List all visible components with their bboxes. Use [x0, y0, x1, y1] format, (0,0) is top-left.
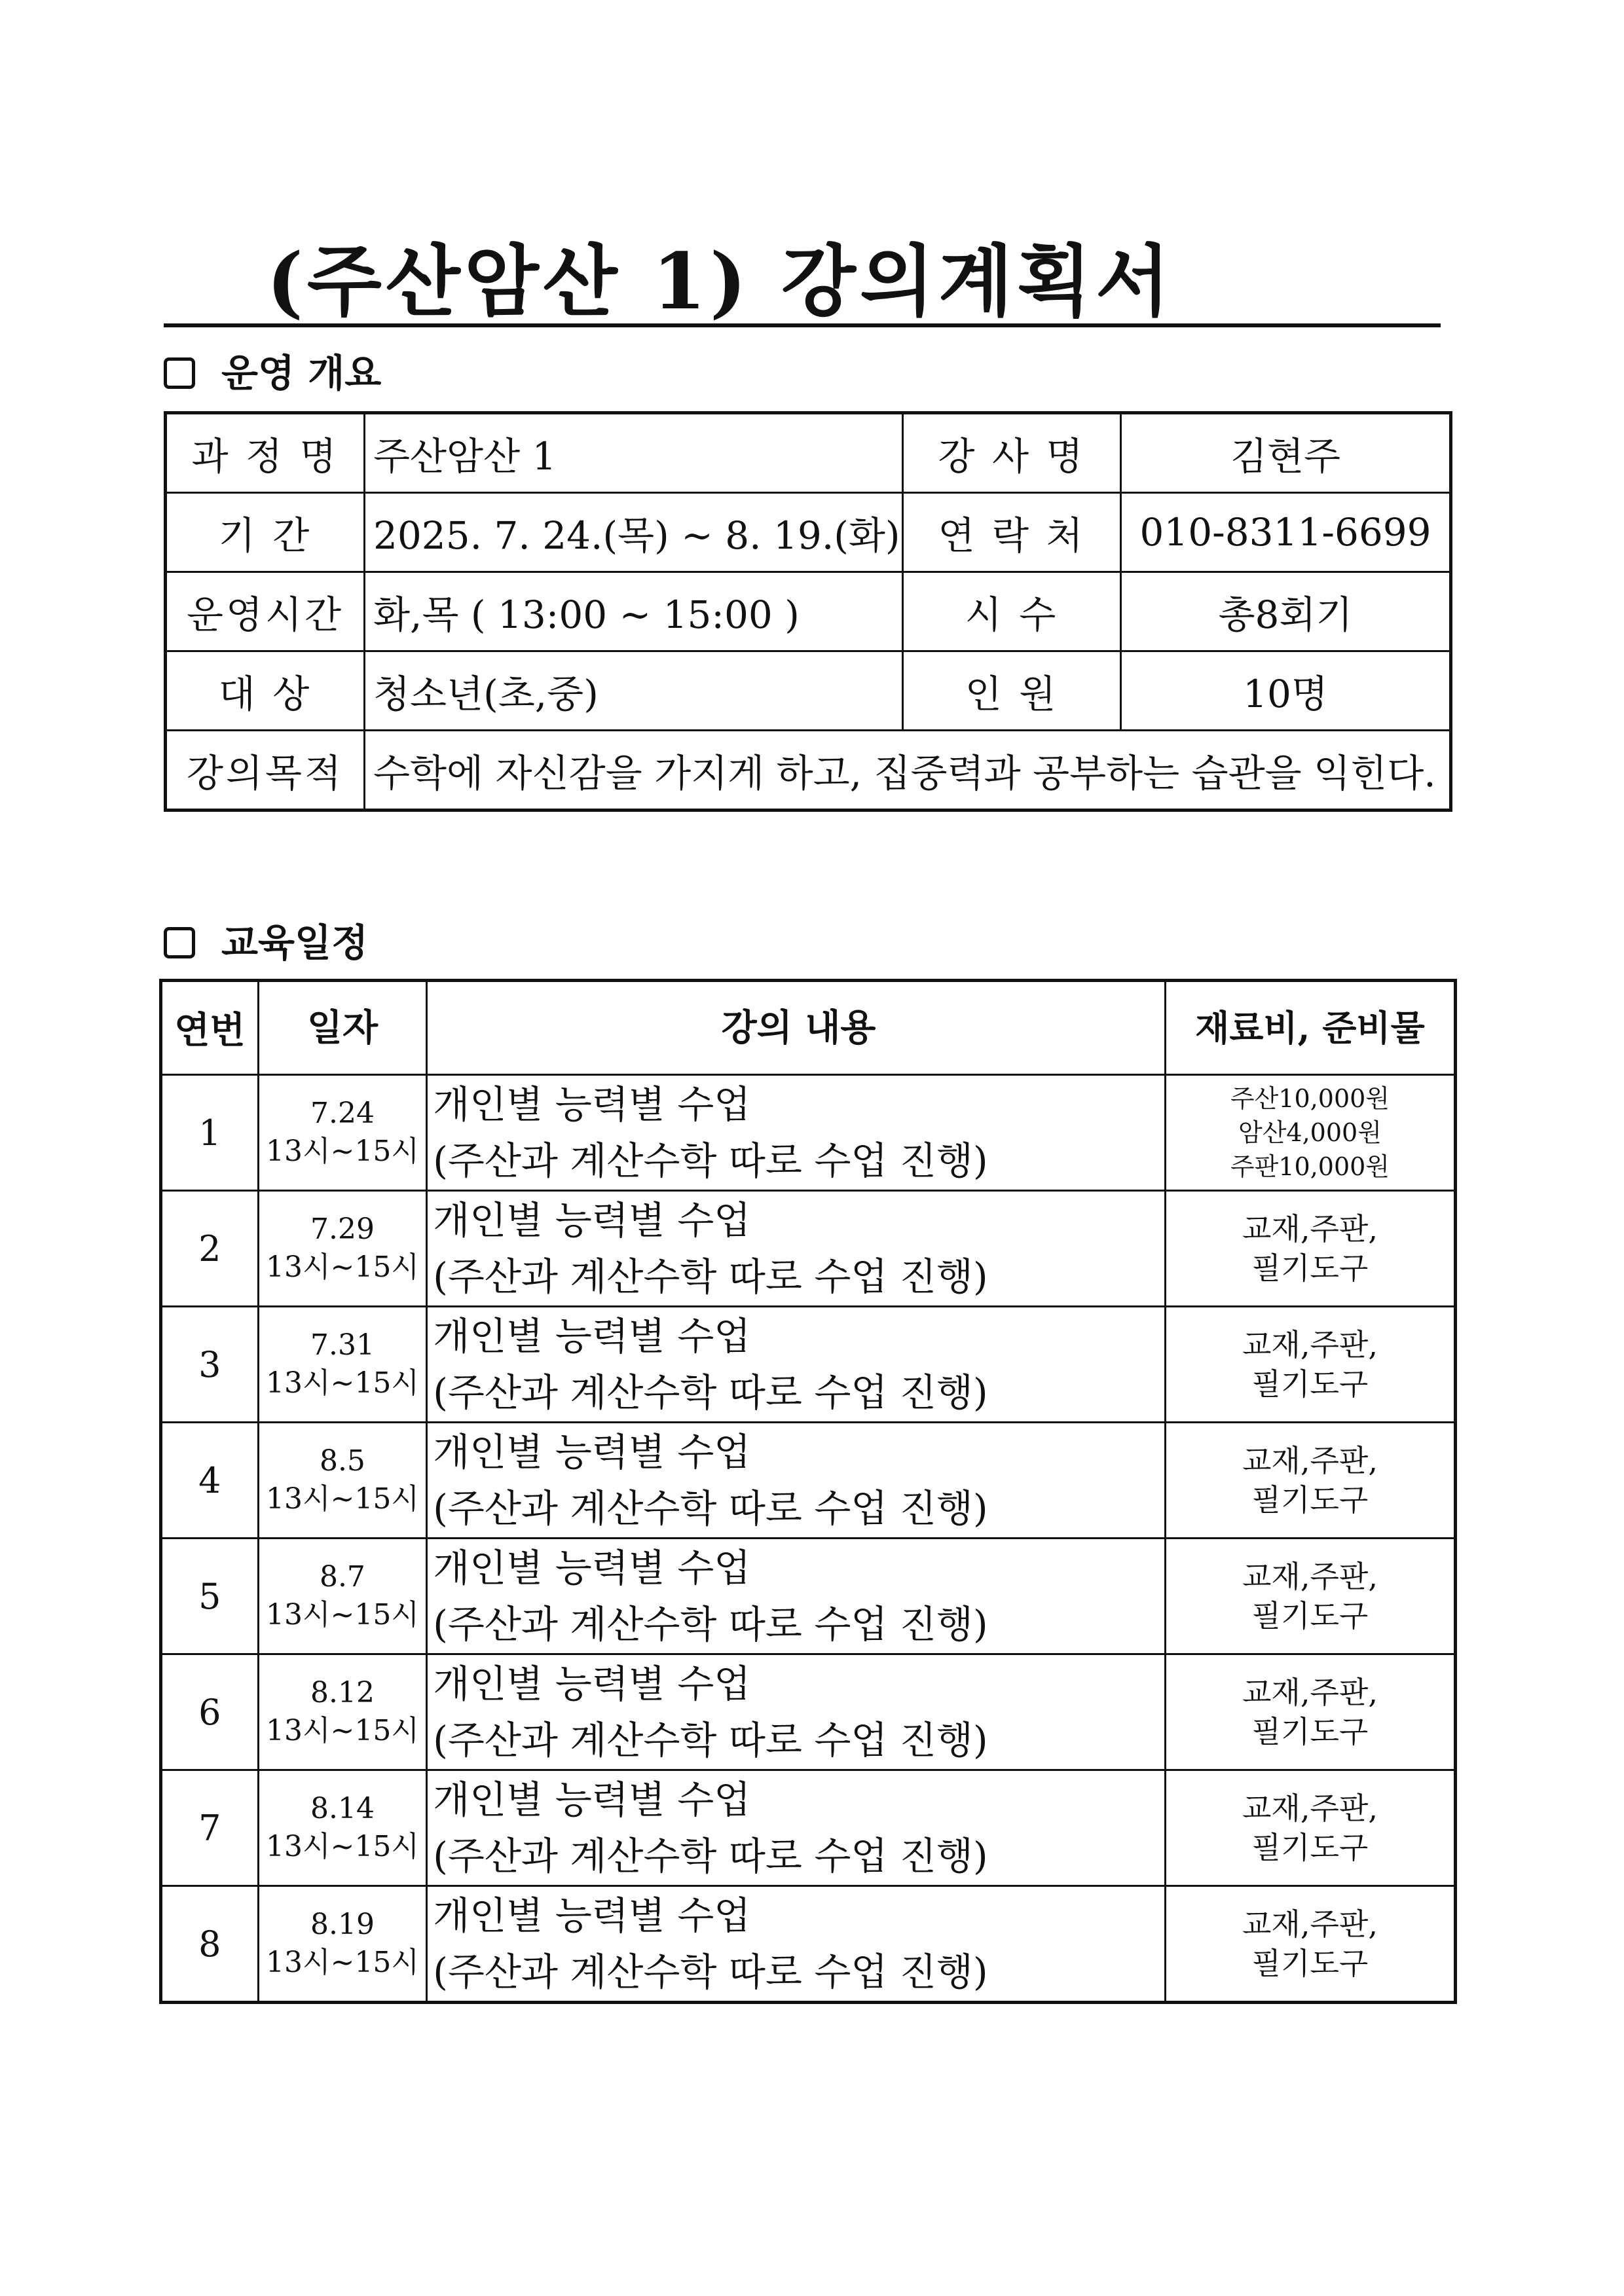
period-value: 2025. 7. 24.(목) ~ 8. 19.(화): [365, 493, 903, 572]
content-line2: (주산과 계산수학 따로 수업 진행): [433, 1370, 988, 1415]
time-value: 13시~15시: [266, 1135, 419, 1168]
purpose-label: 강의목적: [166, 731, 365, 811]
row-number: 4: [161, 1423, 259, 1539]
row-content: [427, 1075, 1166, 1191]
instructor-value: 김현주: [1121, 413, 1451, 493]
course-value: 주산암산 1: [365, 413, 903, 493]
table-row: [161, 1886, 1456, 2003]
time-value: 13시~15시: [266, 1482, 419, 1516]
materials-line2: 필기도구: [1251, 1366, 1369, 1402]
materials-line2: 필기도구: [1251, 1830, 1369, 1865]
row-materials: [1165, 1886, 1455, 2003]
course-label: 과 정 명: [166, 413, 365, 493]
time-value: 13시~15시: [266, 1946, 419, 1979]
column-header-no: 연번: [161, 981, 259, 1075]
table-row: [166, 413, 1451, 493]
people-value: 10명: [1121, 651, 1451, 731]
content-line2: (주산과 계산수학 따로 수업 진행): [433, 1718, 988, 1762]
date-value: 8.14: [310, 1792, 375, 1825]
row-date: [258, 1770, 427, 1886]
row-materials: [1165, 1423, 1455, 1539]
materials-line1: 교재,주판,: [1242, 1906, 1378, 1942]
contact-value: 010-8311-6699: [1121, 493, 1451, 572]
section-heading-schedule: [164, 917, 368, 969]
hours-label: 운영시간: [166, 572, 365, 651]
materials-line1: 주산10,000원: [1230, 1084, 1390, 1113]
materials-line2: 필기도구: [1251, 1482, 1369, 1518]
table-row: [161, 1423, 1456, 1539]
table-row: [161, 1539, 1456, 1654]
date-value: 8.7: [319, 1560, 365, 1594]
table-row: [161, 1770, 1456, 1886]
section-heading-label: 교육일정: [221, 920, 369, 965]
content-line2: (주산과 계산수학 따로 수업 진행): [433, 1254, 988, 1299]
content-line1: 개인별 능력별 수업: [433, 1777, 751, 1822]
target-value: 청소년(초,중): [365, 651, 903, 731]
row-materials: [1165, 1539, 1455, 1654]
table-row: [166, 731, 1451, 811]
table-row: [161, 1307, 1456, 1423]
content-line2: (주산과 계산수학 따로 수업 진행): [433, 1950, 988, 1994]
row-content: [427, 1539, 1166, 1654]
time-value: 13시~15시: [266, 1250, 419, 1284]
row-materials: [1165, 1191, 1455, 1307]
overview-table: [164, 411, 1452, 812]
period-label: 기 간: [166, 493, 365, 572]
row-materials: [1165, 1770, 1455, 1886]
row-content: [427, 1191, 1166, 1307]
materials-line2: 필기도구: [1251, 1946, 1369, 1981]
content-line1: 개인별 능력별 수업: [433, 1546, 751, 1590]
content-line2: (주산과 계산수학 따로 수업 진행): [433, 1139, 988, 1183]
table-row: [166, 572, 1451, 651]
materials-line2: 필기도구: [1251, 1598, 1369, 1633]
time-value: 13시~15시: [266, 1830, 419, 1863]
table-row: [161, 1075, 1456, 1191]
section-heading-overview: [164, 347, 381, 399]
date-value: 7.31: [310, 1328, 375, 1362]
instructor-label: 강 사 명: [903, 413, 1121, 493]
column-header-date: 일자: [258, 981, 427, 1075]
row-materials: [1165, 1654, 1455, 1770]
time-value: 13시~15시: [266, 1714, 419, 1747]
content-line1: 개인별 능력별 수업: [433, 1082, 751, 1127]
table-row: [166, 493, 1451, 572]
time-value: 13시~15시: [266, 1366, 419, 1400]
materials-line1: 교재,주판,: [1242, 1675, 1378, 1710]
column-header-content: 강의 내용: [427, 981, 1166, 1075]
row-number: 3: [161, 1307, 259, 1423]
materials-line1: 교재,주판,: [1242, 1791, 1378, 1826]
row-number: 8: [161, 1886, 259, 2003]
row-materials: [1165, 1075, 1455, 1191]
row-date: [258, 1886, 427, 2003]
row-content: [427, 1423, 1166, 1539]
people-label: 인 원: [903, 651, 1121, 731]
table-row: [166, 651, 1451, 731]
purpose-value: 수학에 자신감을 가지게 하고, 집중력과 공부하는 습관을 익힌다.: [365, 731, 1451, 811]
content-line1: 개인별 능력별 수업: [433, 1893, 751, 1938]
title-underline: [164, 323, 1441, 327]
row-content: [427, 1654, 1166, 1770]
content-line1: 개인별 능력별 수업: [433, 1314, 751, 1358]
materials-line1: 교재,주판,: [1242, 1559, 1378, 1594]
content-line1: 개인별 능력별 수업: [433, 1198, 751, 1243]
content-line2: (주산과 계산수학 따로 수업 진행): [433, 1486, 988, 1531]
date-value: 7.29: [310, 1212, 375, 1246]
table-header-row: [161, 981, 1456, 1075]
materials-line1: 교재,주판,: [1242, 1443, 1378, 1478]
date-value: 8.19: [310, 1908, 375, 1941]
hours-value: 화,목 ( 13:00 ~ 15:00 ): [365, 572, 903, 651]
row-materials: [1165, 1307, 1455, 1423]
page-title: (주산암산 1) 강의계획서: [267, 236, 1174, 327]
checkbox-square-icon: [164, 357, 195, 389]
table-row: [161, 1191, 1456, 1307]
row-number: 2: [161, 1191, 259, 1307]
date-value: 8.12: [310, 1676, 375, 1709]
checkbox-square-icon: [164, 927, 195, 958]
content-line2: (주산과 계산수학 따로 수업 진행): [433, 1834, 988, 1878]
row-number: 5: [161, 1539, 259, 1654]
content-line1: 개인별 능력별 수업: [433, 1430, 751, 1474]
materials-line1: 교재,주판,: [1242, 1211, 1378, 1247]
section-heading-label: 운영 개요: [221, 351, 382, 395]
row-date: [258, 1423, 427, 1539]
column-header-materials: 재료비, 준비물: [1165, 981, 1455, 1075]
row-content: [427, 1770, 1166, 1886]
materials-line2: 암산4,000원: [1238, 1118, 1382, 1147]
row-date: [258, 1539, 427, 1654]
schedule-table: [159, 979, 1457, 2004]
materials-line1: 교재,주판,: [1242, 1327, 1378, 1362]
row-number: 7: [161, 1770, 259, 1886]
row-number: 1: [161, 1075, 259, 1191]
row-content: [427, 1307, 1166, 1423]
contact-label: 연 락 처: [903, 493, 1121, 572]
materials-line2: 필기도구: [1251, 1250, 1369, 1286]
table-row: [161, 1654, 1456, 1770]
content-line2: (주산과 계산수학 따로 수업 진행): [433, 1602, 988, 1647]
row-date: [258, 1654, 427, 1770]
date-value: 7.24: [310, 1097, 375, 1130]
row-number: 6: [161, 1654, 259, 1770]
date-value: 8.5: [319, 1444, 365, 1478]
row-content: [427, 1886, 1166, 2003]
sessions-label: 시 수: [903, 572, 1121, 651]
materials-line2: 필기도구: [1251, 1714, 1369, 1749]
sessions-value: 총8회기: [1121, 572, 1451, 651]
row-date: [258, 1075, 427, 1191]
content-line1: 개인별 능력별 수업: [433, 1662, 751, 1706]
materials-line3: 주판10,000원: [1230, 1152, 1390, 1181]
target-label: 대 상: [166, 651, 365, 731]
row-date: [258, 1191, 427, 1307]
time-value: 13시~15시: [266, 1598, 419, 1631]
row-date: [258, 1307, 427, 1423]
